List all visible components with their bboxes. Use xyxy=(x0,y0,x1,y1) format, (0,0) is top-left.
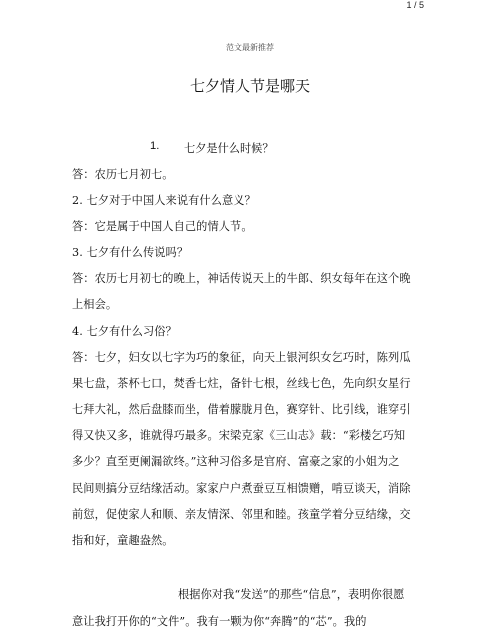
closing-line-1: 根据你对我“发送”的那些“信息”，表明你很愿 xyxy=(178,588,405,601)
answer-4-line-6: 民间则搞分豆结缘活动。家家户户煮蚕豆互相馈赠，啃豆谈天，消除 xyxy=(72,482,411,495)
page-indicator: 1 / 5 xyxy=(406,0,424,10)
question-1-number: 1. xyxy=(150,140,160,152)
question-2: 2. 七夕对于中国人来说有什么意义？ xyxy=(72,194,256,207)
answer-3-line-2: 上相会。 xyxy=(72,298,118,311)
question-1-text: 七夕是什么时候？ xyxy=(184,142,274,155)
question-3: 3. 七夕有什么传说吗？ xyxy=(72,246,189,259)
closing-line-2: 意让我打开你的“文件”。我有一颗为你“奔腾”的“芯”。我的 xyxy=(72,615,367,628)
answer-4-line-7: 前愆，促使家人和顺、亲友情深、邻里和睦。孩童学着分豆结缘，交 xyxy=(72,508,411,521)
answer-1: 答：农历七月初七。 xyxy=(72,168,174,181)
answer-3-line-1: 答：农历七月初七的晚上，神话传说天上的牛郎、织女每年在这个晚 xyxy=(72,272,411,285)
answer-4-line-2: 果七盘，茶杯七口，焚香七炷，备针七根，丝线七色，先向织女星行 xyxy=(72,377,411,390)
answer-4-line-3: 七拜大礼，然后盘膝而坐，借着朦胧月色，赛穿针、比引线，谁穿引 xyxy=(72,403,411,416)
answer-4-line-8: 指和好，童趣盎然。 xyxy=(72,534,174,547)
question-4: 4. 七夕有什么习俗？ xyxy=(72,325,177,338)
answer-4-line-1: 答：七夕，妇女以七字为巧的象征，向天上银河织女乞巧时，陈列瓜 xyxy=(72,351,411,364)
document-title: 七夕情人节是哪天 xyxy=(189,77,310,95)
answer-2: 答：它是属于中国人自己的情人节。 xyxy=(72,220,253,233)
answer-4-line-4: 得又快又多，谁就得巧最多。宋梁克家《三山志》载：“彩楼乞巧知 xyxy=(72,429,406,442)
header-note: 范文最新推荐 xyxy=(226,43,274,52)
answer-4-line-5: 多少？直至更阑漏欲终。”这种习俗多是官府、富豪之家的小姐为之 xyxy=(72,455,400,468)
